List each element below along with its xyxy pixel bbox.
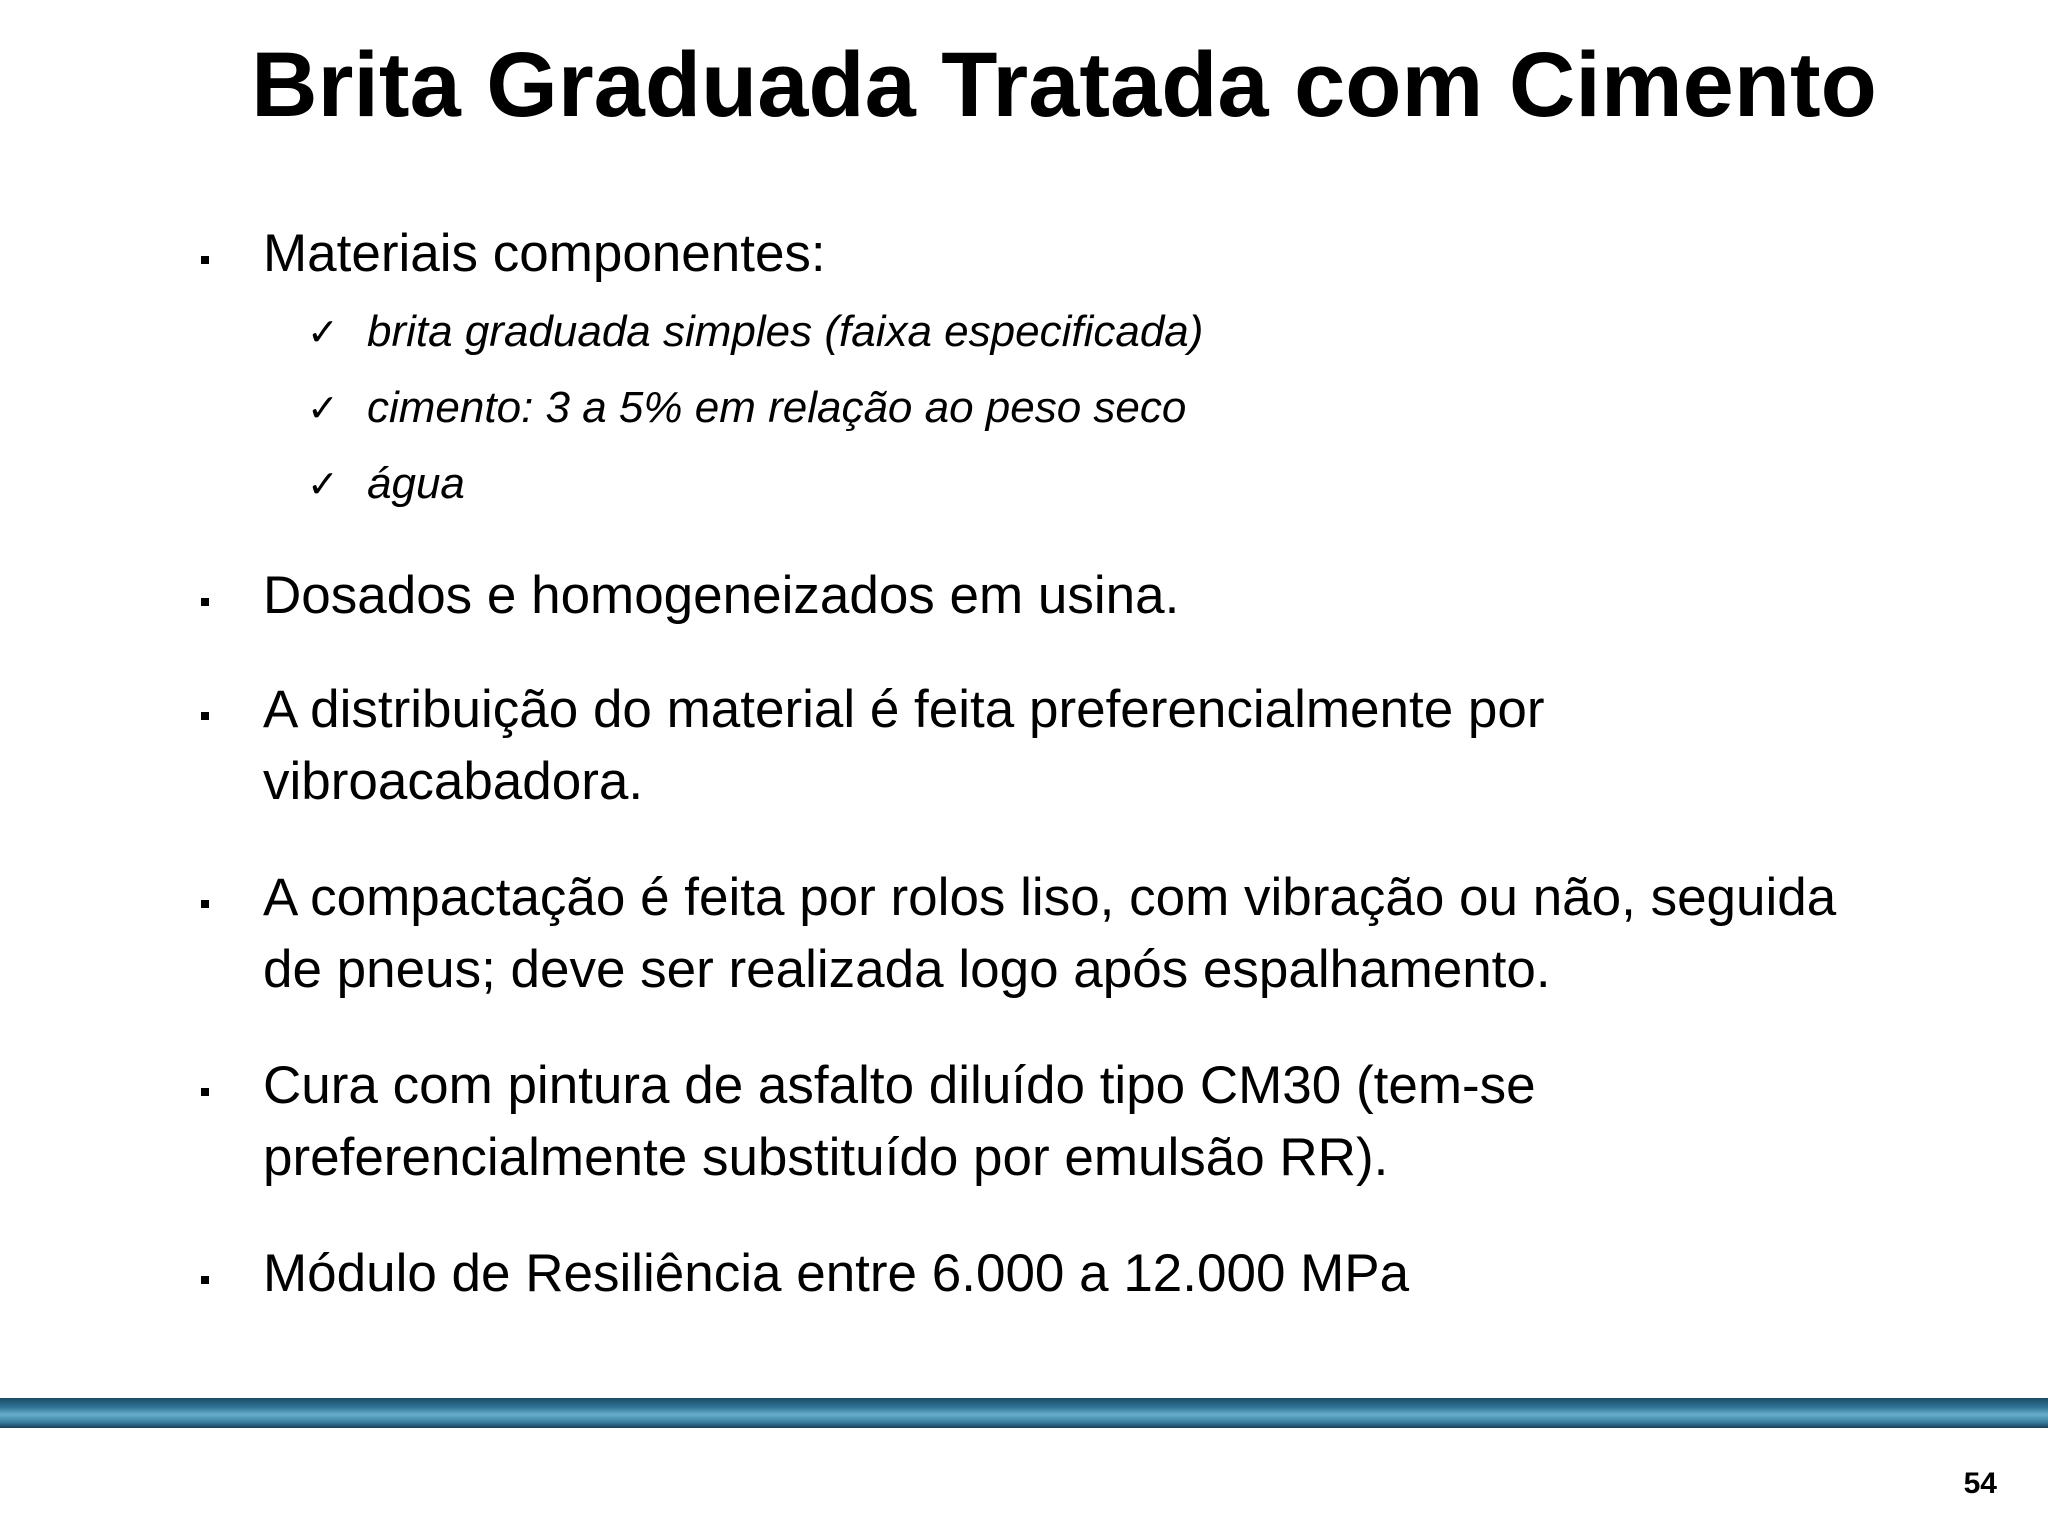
bullet-item xyxy=(195,560,1895,632)
square-bullet-icon xyxy=(201,598,209,606)
square-bullet-icon xyxy=(201,1276,209,1284)
square-bullet-icon xyxy=(201,1088,209,1096)
checkmark-icon: ✓ xyxy=(307,386,339,430)
bullet-text: A distribuição do material é feita preferencialmente por vibroacabadora. xyxy=(263,680,1545,811)
square-bullet-icon xyxy=(201,256,209,264)
bullet-item xyxy=(195,674,1895,818)
bullet-item xyxy=(195,1050,1895,1194)
sub-item-text: cimento: 3 a 5% em relação ao peso seco xyxy=(367,383,1187,432)
slide-title: Brita Graduada Tratada com Cimento xyxy=(251,34,1877,136)
sub-list-item xyxy=(307,446,1895,522)
bullet-text: A compactação é feita por rolos liso, com vibração ou não, seguida de pneus; deve ser realizada logo após espalhamento. xyxy=(263,868,1837,999)
bullet-item xyxy=(195,862,1895,1006)
bullet-text: Materiais componentes: xyxy=(263,224,826,283)
page-number: 54 xyxy=(1963,1467,1997,1500)
sub-item-text: água xyxy=(367,459,465,508)
sub-list-item xyxy=(307,370,1895,446)
square-bullet-icon xyxy=(201,900,209,908)
bullet-text: Dosados e homogeneizados em usina. xyxy=(263,566,1180,625)
checkmark-icon: ✓ xyxy=(307,462,339,506)
checkmark-icon: ✓ xyxy=(307,310,339,354)
bullet-item xyxy=(195,218,1895,290)
sub-list-item xyxy=(307,294,1895,370)
bullet-text: Módulo de Resiliência entre 6.000 a 12.000 MPa xyxy=(263,1244,1410,1303)
sub-list xyxy=(307,294,1895,522)
bullet-text: Cura com pintura de asfalto diluído tipo CM30 (tem-se preferencialmente substituído por emulsão RR). xyxy=(263,1056,1536,1187)
slide-content xyxy=(195,218,1895,1310)
bullet-item xyxy=(195,1238,1895,1310)
sub-item-text: brita graduada simples (faixa especificada) xyxy=(367,307,1204,356)
footer-bar xyxy=(0,1398,2048,1428)
square-bullet-icon xyxy=(201,712,209,720)
